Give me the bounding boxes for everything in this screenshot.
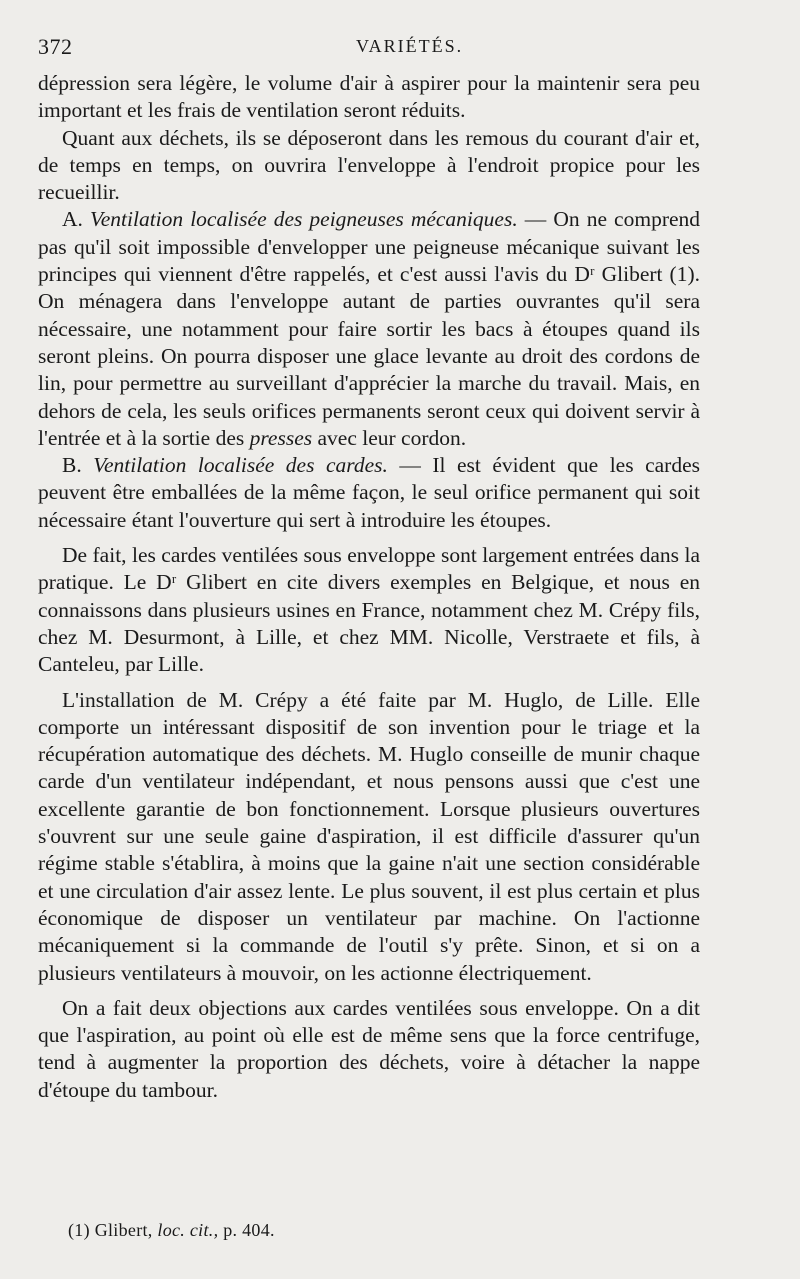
italic-term: presses <box>249 425 313 450</box>
paragraph-section-b <box>38 452 700 534</box>
paragraph-text: — On ne comprend pas qu'il soit impossible d'envelopper une peigneuse mécanique suivant les principes qui viennent d'être rappelés, et c'est aussi l'avis du Dʳ Glibert (1). On ménagera dans l'enveloppe autant de parties ouvrantes qu'il sera nécessaire, une notamment pour faire sortir les bacs à étoupes quand ils seront pleins. On pourra disposer une glace levante au droit des cordons de lin, pour permettre au surveillant d'apprécier la marche du travail. Mais, en dehors de cela, les seuls orifices permanents seront ceux qui doivent servir à l'entrée et à la sortie des <box>38 207 701 450</box>
section-heading: Ventilation localisée des peigneuses mécaniques. <box>89 207 518 232</box>
footnote-author: Glibert, <box>94 1220 153 1240</box>
paragraph: De fait, les cardes ventilées sous enveloppe sont largement entrées dans la pratique. Le Dʳ Glibert en cite divers exemples en Belgique, et nous en connaissons dans plusieurs usines en France, notamment chez M. Crépy fils, chez M. Desurmont, à Lille, et chez MM. Nicolle, Verstraete et fils, à Canteleu, par Lille. <box>38 543 700 677</box>
page-body <box>38 70 700 1104</box>
page-number: 372 <box>38 34 73 59</box>
footnote <box>68 1220 275 1241</box>
paragraph-section-a <box>38 206 700 452</box>
paragraph-text: — Il est évident que les cardes peuvent être emballées de la même façon, le seul orifice permanent qui soit nécessaire étant l'ouverture qui sert à introduire les étoupes. <box>38 453 700 532</box>
paragraph: dépression sera légère, le volume d'air à aspirer pour la maintenir sera peu important et les frais de ventilation seront réduits. <box>38 71 700 123</box>
running-title: VARIÉTÉS. <box>356 36 464 56</box>
page-header <box>38 30 740 64</box>
footnote-page: p. 404. <box>223 1220 275 1240</box>
paragraph: Quant aux déchets, ils se déposeront dans les remous du courant d'air et, de temps en temps, on ouvrira l'enveloppe à l'endroit propice pour les recueillir. <box>38 125 700 205</box>
section-label: B. <box>62 453 82 478</box>
paragraph: On a fait deux objections aux cardes ventilées sous enveloppe. On a dit que l'aspiration, au point où elle est de même sens que la force centrifuge, tend à augmenter la proportion des déchets, voire à détacher la nappe d'étoupe du tambour. <box>38 995 700 1102</box>
section-label: A. <box>62 207 83 232</box>
section-heading: Ventilation localisée des cardes. <box>93 453 388 478</box>
paragraph-text-end: avec leur cordon. <box>317 425 467 450</box>
footnote-marker: (1) <box>68 1220 90 1240</box>
footnote-ref: loc. cit., <box>157 1220 219 1240</box>
paragraph: L'installation de M. Crépy a été faite par M. Huglo, de Lille. Elle comporte un intéressant dispositif de son invention pour le triage et la récupération automatique des déchets. M. Huglo conseille de munir chaque carde d'un ventilateur indépendant, et nous pensons aussi que c'est une excellente garantie de bon fonctionnement. Lorsque plusieurs ouvertures s'ouvrent sur une seule gaine d'aspiration, il est difficile d'assurer qu'un régime stable s'établira, à moins que la gaine n'ait une section considérable et une circulation d'air assez lente. Le plus souvent, il est plus certain et plus économique de disposer un ventilateur par machine. On l'actionne mécaniquement si la commande de l'outil s'y prête. Sinon, et si on a plusieurs ventilateurs à mouvoir, on les actionne électriquement. <box>38 687 700 985</box>
